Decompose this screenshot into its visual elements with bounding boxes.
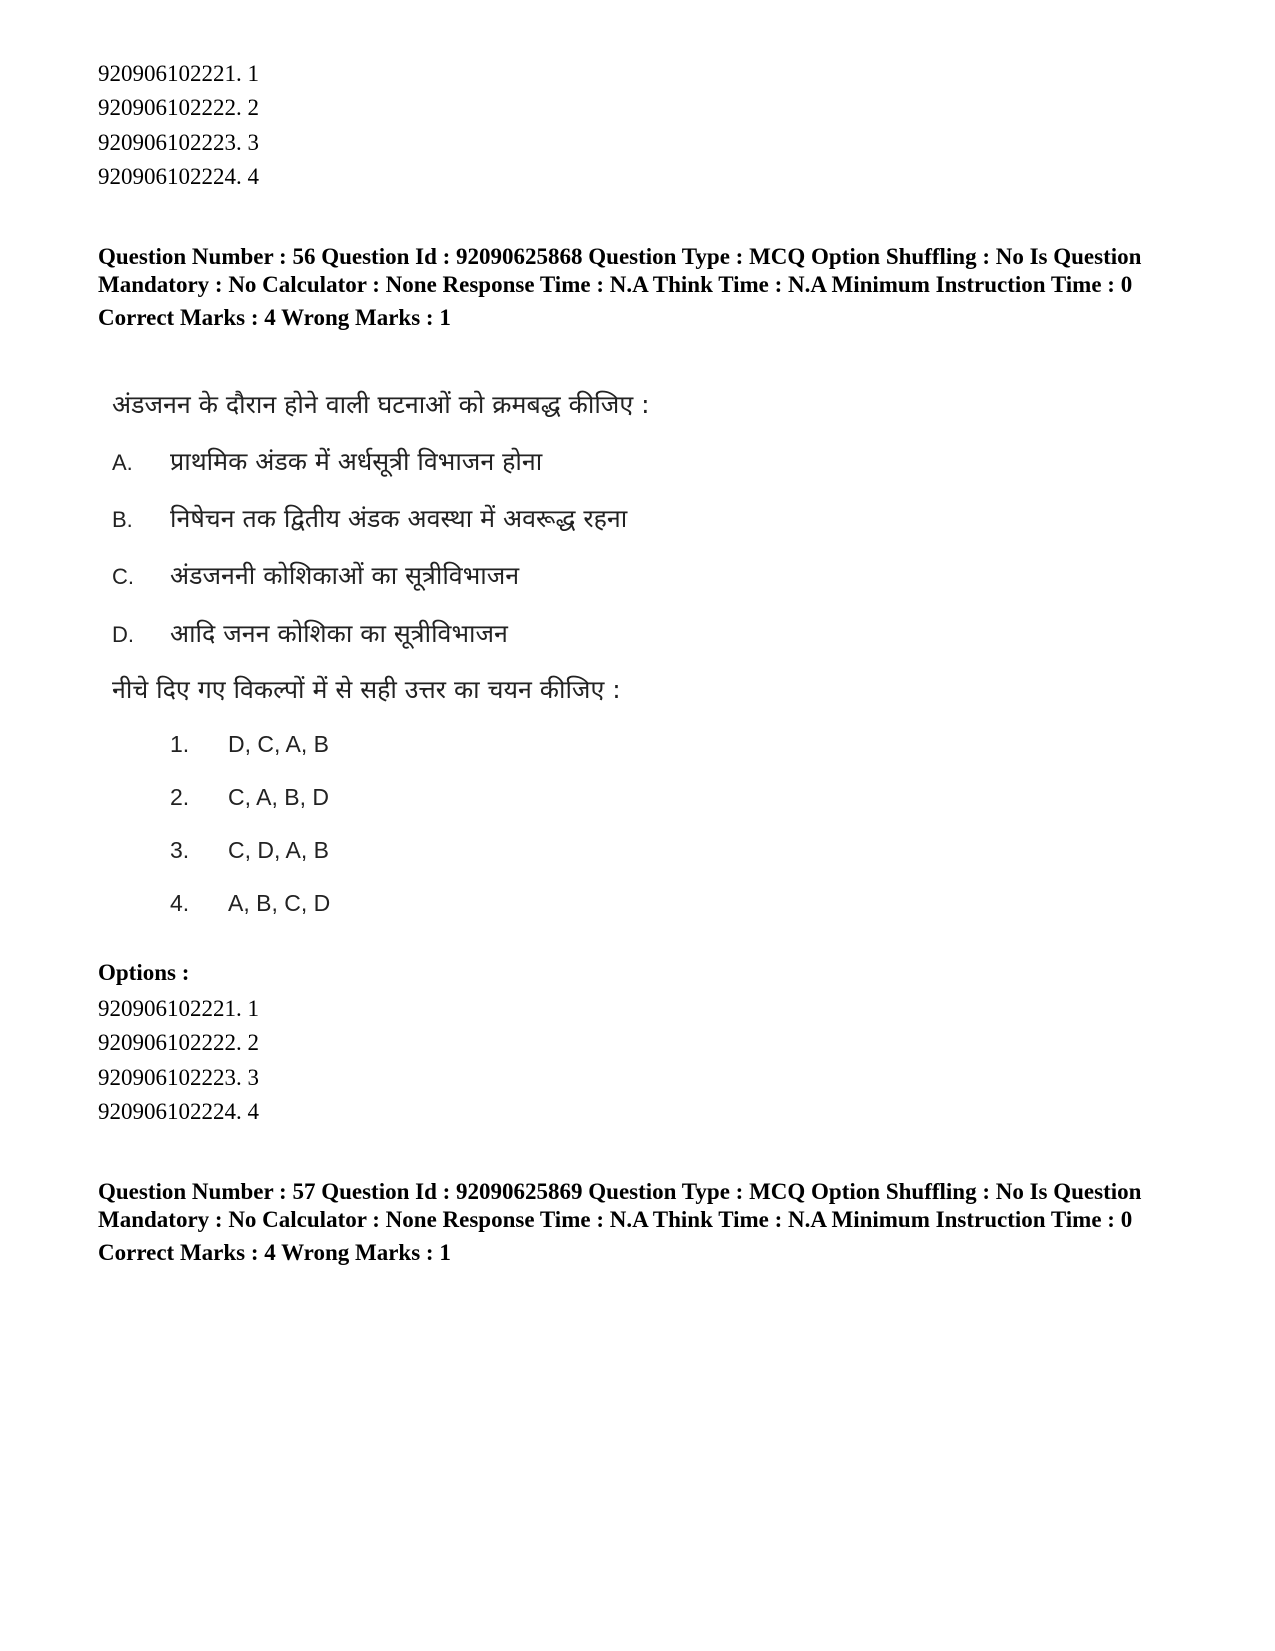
- statement-text: निषेचन तक द्वितीय अंडक अवस्था में अवरूद्ध रहना: [170, 504, 628, 533]
- statement-text: आदि जनन कोशिका का सूत्रीविभाजन: [170, 619, 508, 648]
- option-item: 920906102221. 1: [98, 61, 259, 86]
- statement-a: [112, 445, 542, 480]
- question-meta: Question Number : 57 Question Id : 92090625869 Question Type : MCQ Option Shuffling : No Is Question Mandatory : No Calculator : None Response Time : N.A Think Time : N.A Minimum Instruction Time : 0: [98, 1179, 1142, 1232]
- choice-number: 2.: [170, 784, 190, 810]
- options-heading: Options :: [98, 960, 190, 985]
- question-56-options: [98, 992, 259, 1129]
- choice-text: A, B, C, D: [228, 890, 331, 916]
- choice-number: 3.: [170, 837, 190, 863]
- option-item: 920906102224. 4: [98, 1098, 259, 1124]
- question-meta: Question Number : 56 Question Id : 92090625868 Question Type : MCQ Option Shuffling : No Is Question Mandatory : No Calculator : None Response Time : N.A Think Time : N.A Minimum Instruction Time : 0: [98, 244, 1142, 297]
- choice-number: 4.: [170, 890, 190, 916]
- question-marks: Correct Marks : 4 Wrong Marks : 1: [98, 1240, 451, 1265]
- choice-text: C, A, B, D: [228, 784, 329, 810]
- statement-b: [112, 502, 627, 537]
- question-stem: अंडजनन के दौरान होने वाली घटनाओं को क्रमबद्ध कीजिए :: [112, 390, 650, 419]
- statement-label: C.: [112, 564, 134, 589]
- question-56-header: [98, 243, 1178, 332]
- choice-text: D, C, A, B: [228, 731, 329, 757]
- answer-choice-2: [170, 781, 329, 813]
- option-item: 920906102223. 3: [98, 129, 259, 155]
- question-marks: Correct Marks : 4 Wrong Marks : 1: [98, 305, 451, 330]
- question-57-header: [98, 1178, 1178, 1267]
- option-item: 920906102222. 2: [98, 1030, 259, 1056]
- statement-label: D.: [112, 622, 134, 647]
- question-instruction: नीचे दिए गए विकल्पों में से सही उत्तर का चयन कीजिए :: [112, 675, 621, 704]
- option-item: 920906102222. 2: [98, 95, 259, 121]
- statement-d: [112, 617, 508, 652]
- statement-text: प्राथमिक अंडक में अर्धसूत्री विभाजन होना: [170, 447, 543, 476]
- answer-choice-1: [170, 728, 329, 760]
- previous-question-options: [98, 57, 259, 194]
- choice-text: C, D, A, B: [228, 837, 329, 863]
- option-item: 920906102224. 4: [98, 163, 259, 189]
- statement-label: A.: [112, 450, 133, 475]
- option-item: 920906102223. 3: [98, 1064, 259, 1090]
- statement-label: B.: [112, 507, 133, 532]
- statement-c: [112, 559, 519, 594]
- answer-choice-3: [170, 834, 329, 866]
- answer-choice-4: [170, 887, 330, 919]
- option-item: 920906102221. 1: [98, 996, 259, 1021]
- choice-number: 1.: [170, 731, 190, 757]
- statement-text: अंडजननी कोशिकाओं का सूत्रीविभाजन: [170, 561, 520, 590]
